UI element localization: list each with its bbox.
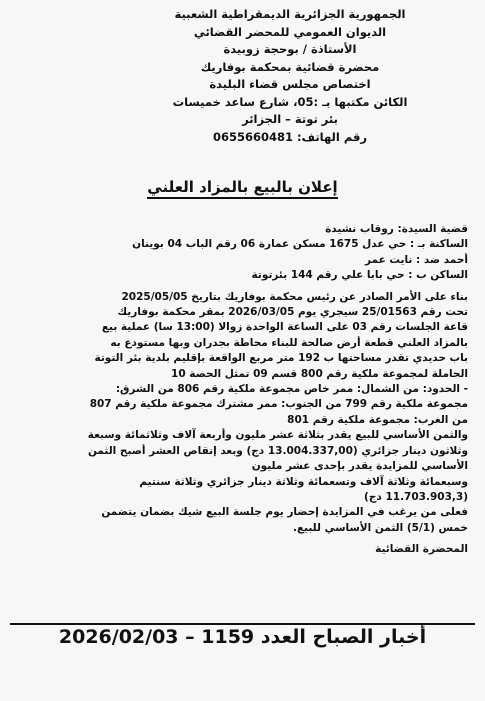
price-line: وسبعمائة وثلاثة آلاف وتسعمائة وثلاثة دينار جزائري وثلاثة سنتيم	[139, 475, 468, 488]
deposit-line: خمس (5/1) الثمن الأساسي للبيع.	[292, 521, 468, 534]
header-line: الكائن مكتبها بـ :05، شارع ساعد خميسات	[172, 94, 408, 109]
deposit-line: فعلى من يرغب في المزايدة إحضار يوم جلسة البيع شيك بضمان يتضمن	[101, 506, 468, 519]
notice-title-text: إعلان بالبيع بالمزاد العلني	[147, 178, 337, 199]
case-address: الساكنة بـ : حي عدل 1675 مسكن عمارة 06 رقم الباب 04 بوينان	[132, 238, 468, 251]
boundaries-line: من الغرب: مجموعة ملكية رقم 801	[287, 413, 468, 426]
signature-line: المحضرة القضائية	[375, 543, 468, 556]
header-line: الديوان العمومي للمحضر القضائي	[193, 24, 387, 39]
header-phone: رقم الهاتف: 0655660481	[213, 129, 367, 144]
header-line: محضرة قضائية بمحكمة بوفاريك	[200, 59, 380, 74]
header-line: الأستاذة / بوحجة زوبيدة	[223, 42, 357, 56]
newspaper-footer: أخبار الصباح العدد 1159 – 2026/02/03	[58, 626, 427, 648]
body-line: الحاملة لمجموعة ملكية رقم 800 قسم 09 تمثل الحصة 10	[171, 367, 468, 380]
notice-body	[16, 222, 468, 558]
boundaries-line: - الحدود: من الشمال: ممر خاص مجموعة ملكية رقم 806 من الشرق:	[115, 383, 468, 396]
body-line: قاعة الجلسات رقم 03 على الساعة الواحدة زوالا (13:00 سا) عملية بيع	[101, 321, 468, 334]
price-line: الأساسي للمزايدة يقدر بإحدى عشر مليون	[251, 460, 468, 473]
footer-divider	[10, 623, 475, 625]
bailiff-letterhead	[125, 6, 455, 146]
case-address: الساكن ب : حي بابا علي رقم 144 بئرتوتة	[251, 269, 468, 282]
boundaries-line: مجموعة ملكية رقم 799 من الجنوب: ممر مشترك مجموعة ملكية رقم 807	[89, 398, 468, 411]
header-line: بئر توتة – الجزائر	[242, 112, 338, 126]
header-line: اختصاص مجلس قضاء البليدة	[209, 77, 371, 91]
body-line: باب حديدي تقدر مساحتها ب 192 متر مربع الواقعة بإقليم بلدية بئر التوتة	[94, 352, 468, 365]
case-against: أحمد ضد : نايت عمر	[365, 253, 468, 266]
notice-title	[0, 178, 485, 196]
price-line: والثمن الأساسي للبيع يقدر بثلاثة عشر مليون وأربعة آلاف وثلاثمائة وسبعة	[87, 429, 468, 442]
price-line: (11.703.903,3 دج)	[364, 490, 468, 503]
price-line: وثلاثون دينار جزائري (13.004.337,00 دج) وبعد إنقاص العشر أصبح الثمن	[87, 444, 468, 457]
header-line: الجمهورية الجزائرية الديمقراطية الشعبية	[174, 7, 406, 21]
body-line: تحت رقم 25/01563 سيجري يوم 2026/03/05 بمقر محكمة بوفاريك	[117, 306, 468, 319]
body-line: بناء على الأمر الصادر عن رئيس محكمة بوفاريك بتاريخ 2025/05/05	[121, 290, 468, 303]
case-party: قضية السيدة: روقاب نشيدة	[325, 223, 468, 235]
body-line: بالمزاد العلني قطعة أرض صالحة للبناء محاطة بجدران وبها مستودع به	[110, 336, 468, 349]
